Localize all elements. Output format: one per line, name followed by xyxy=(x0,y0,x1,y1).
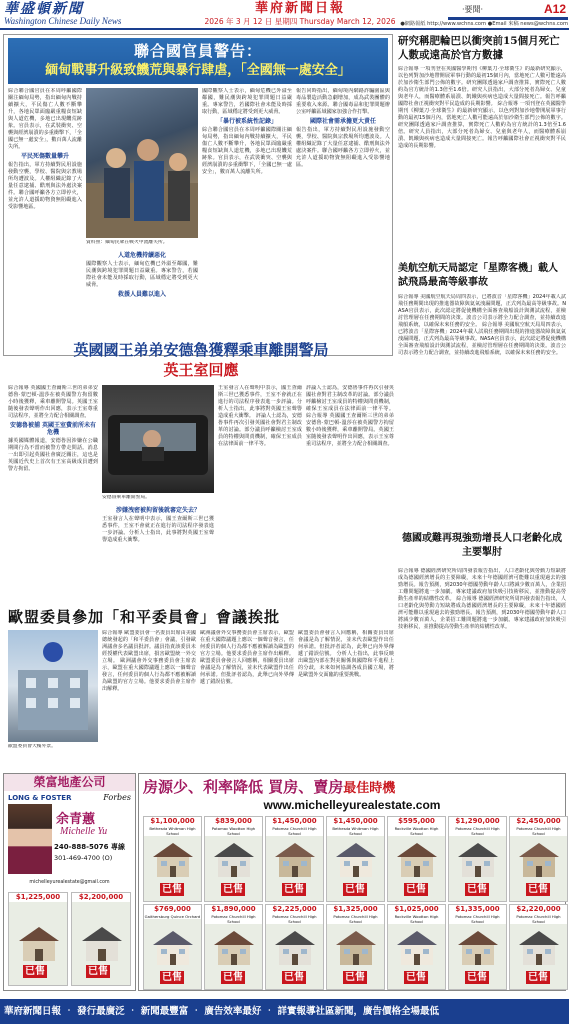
story-myanmar-col-2 xyxy=(86,250,198,340)
house-icon xyxy=(515,839,563,879)
article-text: 王室發言人在聲明中表示，國王查爾斯三世已獲悉事件，王室不會就正在進行的司法程序發表進一步評論。分析人士指出，此事將對英國王室聲譽造成重大衝擊。 xyxy=(102,516,214,543)
paper-name: 華府新聞日報 xyxy=(254,1,345,16)
listing-location: Bethesda Whitman High School xyxy=(327,826,384,836)
sold-badge: 已售 xyxy=(25,966,45,977)
listing-card[interactable] xyxy=(448,904,507,990)
story-andrew-col-2 xyxy=(102,505,214,603)
story-andrew-photo xyxy=(102,385,214,493)
article-text: 評論人士認為，安德魯事件再次引發英國社會對君主制改革的討論。部分議員呼籲檢討王室成員的特權與問責機制，確保王室成員在法律面前一律平等。 xyxy=(218,413,302,447)
ad-brokerage: LONG & FOSTER xyxy=(8,794,72,802)
article-text: 評論人士認為，安德魯事件再次引發英國社會對君主制改革的討論。部分議員呼籲檢討王室成員的特權與問責機制，確保王室成員在法律面前一律平等。 xyxy=(306,385,394,412)
house-icon xyxy=(393,927,441,967)
article-text: 歐盟委員會發言人回應稱，相關委員出席會議是為了解情況，並未代表歐盟作出任何承諾。但批評者認為，此舉已向外界傳遞了錯誤信號。 xyxy=(200,658,294,685)
subheading: 國際社會需承擔更大責任 xyxy=(309,118,376,125)
article-text: 綜合報導 英國國王查爾斯三世的弟弟安德魯·蒙巴頓-溫莎在被英國警方拘留數小時後獲釋，乘車離開警局。英國王室隨後發表聲明作出回應，表示王室尊重司法程序，並將全力配合相關調查。 xyxy=(8,385,98,419)
listing-card[interactable] xyxy=(326,904,385,990)
article-text: 報告指出，軍方持續對民用設施發動空襲，學校、醫院與宗教場所均遭波及。人權組織記錄了大量任意逮捕、酷刑與法外處決案件。聯合國呼籲各方立即停火，並允許人道援助物資無阻礙進入受影響地區。 xyxy=(296,127,390,168)
article-text: 綜合聯合國官員在本周呼籲國際關注緬甸局勢，指出緬甸內戰持續擴大，平民傷亡人數不斷攀升，各地民眾面臨嚴重糧食短缺與人道危機，多地已出現饑荒跡象。官員表示，在武裝衝突、空襲與經濟崩潰的多重衝擊下，「全國已無一處安全」，數百萬人流離失所。 xyxy=(202,127,292,175)
house-icon xyxy=(515,927,563,967)
story-andrew-col-1 xyxy=(8,385,98,603)
house-icon xyxy=(454,839,502,879)
listing-card[interactable] xyxy=(265,904,324,990)
story-starliner-body xyxy=(398,294,566,494)
listings-ad[interactable] xyxy=(138,773,566,991)
house-icon xyxy=(332,839,380,879)
listing-card[interactable] xyxy=(387,904,446,990)
listing-price: $1,100,000 xyxy=(144,817,201,826)
listing-price: $2,200,000 xyxy=(72,893,130,902)
house-icon xyxy=(271,839,319,879)
logo-chinese: 華盛頓新聞 xyxy=(4,1,84,17)
house-icon xyxy=(149,839,197,879)
ad-headline-tail: 最佳時機 xyxy=(343,781,396,796)
article-text: 綜合報導 德國經濟研究所周四發表報告指出，人口老齡化與勞動力短缺將成為德國經濟增長的主要障礙，未來十年德國經濟可能難以重現過去的強勁增長。報告預測，到2030年德國勞動年齡人口將減少數百萬人，企業招工難問題將進一步加劇。專家建議政府加快吸引技術移民，並推動提高勞動生產率的結構性改革。 xyxy=(398,568,566,602)
sold-badge: 已售 xyxy=(223,884,243,895)
house-icon xyxy=(393,839,441,879)
listing-card[interactable] xyxy=(448,816,507,902)
subheading: 平民死傷數量攀升 xyxy=(20,153,69,160)
listing-location: Potomac Churchill High School xyxy=(510,914,567,924)
listing-location: Bethesda Whitman High School xyxy=(144,826,201,836)
story-myanmar-photo xyxy=(86,88,198,238)
logo-english: Washington Chinese Daily News xyxy=(4,16,122,26)
house-icon xyxy=(454,927,502,967)
article-text: 國際觀察人士表示，緬甸危機已外溢至鄰國，難民潮與跨境犯罪問題日益嚴重。專家警告，若國際社會未能及時採取行動，區域穩定將受到更大威脅。 xyxy=(202,88,292,115)
section-label: ‧要聞‧ xyxy=(462,5,484,14)
article-text: 分析人士指出，此事反映出歐盟內部在對美關係與國際和平進程上的分歧，未來如何協調各成員國立場，將是歐盟外交面臨的重要挑戰。 xyxy=(298,651,394,678)
photo-caption: 資料照：緬甸民眾在戰火中流離失所。 xyxy=(86,240,168,245)
listing-card[interactable] xyxy=(143,816,202,902)
article-text: 綜合聯合國官員在本周呼籲國際關注緬甸局勢，指出緬甸內戰持續擴大，平民傷亡人數不斷攀升，各地民眾面臨嚴重糧食短缺與人道危機，多地已出現饑荒跡象。官員表示，在武裝衝突、空襲與經濟崩潰的多重衝擊下，「全國已無一處安全」，數百萬人流離失所。 xyxy=(8,88,82,150)
agent-photo xyxy=(8,804,52,874)
story-eu-col-2 xyxy=(200,630,294,768)
listing-price: $595,000 xyxy=(388,817,445,826)
story-starliner-headline: 美航空航天局認定「星際客機」載人試飛爲最高等級事故 xyxy=(398,263,558,288)
listing-card[interactable] xyxy=(265,816,324,902)
listing-price: $1,225,000 xyxy=(9,893,67,902)
sold-badge: 已售 xyxy=(223,972,243,983)
sold-badge: 已售 xyxy=(345,972,365,983)
listing-price: $2,225,000 xyxy=(266,905,323,914)
sold-badge: 已售 xyxy=(467,884,487,895)
sold-badge: 已售 xyxy=(406,884,426,895)
sold-badge: 已售 xyxy=(528,884,548,895)
listing-card[interactable] xyxy=(326,816,385,902)
subheading: 「暴行被系統性記錄」 xyxy=(216,118,277,125)
listing-price: $1,325,000 xyxy=(327,905,384,914)
house-icon xyxy=(210,839,258,879)
listing-card[interactable] xyxy=(509,816,568,902)
listing-price: $2,220,000 xyxy=(510,905,567,914)
article-text: 王室發言人在聲明中表示，國王查爾斯三世已獲悉事件，王室不會就正在進行的司法程序發表進一步評論。分析人士指出，此事將對英國王室聲譽造成重大衝擊。 xyxy=(218,385,302,419)
sold-badge: 已售 xyxy=(162,884,182,895)
story-myanmar-col-3 xyxy=(202,88,292,338)
listing-location: Potomac Churchill High School xyxy=(205,914,262,924)
story-eu-col-3 xyxy=(298,630,394,768)
article-text: 國際觀察人士表示，緬甸危機已外溢至鄰國，難民潮與跨境犯罪問題日益嚴重。專家警告，若國際社會未能及時採取行動，區域穩定將受到更大威脅。 xyxy=(86,261,198,288)
listing-price: $1,450,000 xyxy=(327,817,384,826)
listing-location: Potomac Churchill High School xyxy=(510,826,567,836)
sold-badge: 已售 xyxy=(88,966,108,977)
house-icon xyxy=(271,927,319,967)
page-number: A12 xyxy=(543,2,566,16)
house-icon xyxy=(78,923,126,963)
story-germany-headline: 德國或難再現強勁增長人口老齡化成主要掣肘 xyxy=(402,533,562,558)
agent-email[interactable]: michelleyurealestate@gmail.com xyxy=(29,880,110,885)
listing-card[interactable] xyxy=(204,904,263,990)
listing-location: Potomac Churchill High School xyxy=(266,826,323,836)
sold-badge: 已售 xyxy=(345,884,365,895)
house-icon xyxy=(15,923,63,963)
subheading: 安德魯被捕 英國王室費前所未有危機 xyxy=(9,422,97,436)
listing-card[interactable] xyxy=(387,816,446,902)
listing-location: Potomac Churchill High School xyxy=(449,914,506,924)
listing-card[interactable] xyxy=(8,892,68,986)
subheading: 救援人員難以進入 xyxy=(117,291,166,298)
website-line: ●網路報紙 http://www.wchns.com ●Email 來稿 news@wchns.com xyxy=(400,21,568,27)
article-text: 歐盟委員會發言人回應稱，相關委員出席會議是為了解情況，並未代表歐盟作出任何承諾。但批評者認為，此舉已向外界傳遞了錯誤信號。 xyxy=(298,630,394,657)
listing-price: $1,335,000 xyxy=(449,905,506,914)
masthead xyxy=(0,0,569,30)
article-text: 歐洲議會外交事務委員會主席表示，歐盟在重大國際議題上應以一個聲音發言，任何委員的個人行為都不應被解讀為歐盟的官方立場。他要求委員會主席作出解釋。 xyxy=(102,658,196,692)
photo-illustration xyxy=(8,630,98,742)
section-header xyxy=(448,2,568,17)
article-text: 據英國媒體報道，安德魯因涉嫌在公職期間行為不當而被警方帶走問話。消息一出即引起英國社會廣泛關注，這也是英國近代史上首次有王室高級成員遭到警方拘留。 xyxy=(8,438,98,472)
ad-forbes: Forbes xyxy=(103,793,131,802)
article-text: 綜合報導 一項刊登在英國醫學期刊《柳葉刀·全球衛生》的最新研究顯示，以色列對加沙地帶開展軍事行動的最初15個月內，當地死亡人數可能遠高於加沙衛生部門公佈的數字。研究團隊透過家戶調查推算，實際死亡人數約為官方統計的1.3倍至1.6倍。研究人員指出，大部分死者為婦女、兒童與老年人，而醫療體系崩潰、飢餓與疾病也造成大量間接死亡。報告呼籲國際社會正視衝突對平民造成的長期影響。 xyxy=(398,101,566,149)
listing-price: $1,890,000 xyxy=(205,905,262,914)
ad-headline xyxy=(143,776,563,798)
listing-price: $769,000 xyxy=(144,905,201,914)
photo-caption: 安德魯乘車離開警局。 xyxy=(102,495,150,500)
listing-price: $1,025,000 xyxy=(388,905,445,914)
ad-website[interactable]: www.michelleyurealestate.com xyxy=(263,798,441,812)
agent-ad[interactable] xyxy=(3,773,136,991)
story-andrew-col-4 xyxy=(306,385,394,603)
listing-price: $1,290,000 xyxy=(449,817,506,826)
issue-date: 2026 年 3 月 12 日 星期四 Thursday March 12, 2026 xyxy=(204,17,396,26)
agent-phone-mobile[interactable]: 240-888-5076 專線 xyxy=(54,843,125,851)
house-icon xyxy=(149,927,197,967)
agent-name-cn: 余青蕙 xyxy=(56,812,96,827)
agent-name-en: Michelle Yu xyxy=(60,826,108,837)
ad-company: 榮富地產公司 xyxy=(4,774,135,791)
listing-location: Gaithersburg Quince Orchard xyxy=(144,914,201,919)
listing-price: $1,450,000 xyxy=(266,817,323,826)
story-gaza-body xyxy=(398,66,566,256)
story-myanmar-col-1 xyxy=(8,88,82,338)
listing-price: $839,000 xyxy=(205,817,262,826)
listing-card[interactable] xyxy=(143,904,202,990)
subheading: 人道危機持續惡化 xyxy=(117,252,166,259)
sold-badge: 已售 xyxy=(406,972,426,983)
story-gaza-headline: 研究稱肥輪巴以衝突前15個月死亡人數或遠高於官方數據 xyxy=(398,35,560,61)
article-text: 綜合報導 德國經濟研究所周四發表報告指出，人口老齡化與勞動力短缺將成為德國經濟增長的主要障礙，未來十年德國經濟可能難以重現過去的強勁增長。報告預測，到2030年德國勞動年齡人口將減少數百萬人，企業招工難問題將進一步加劇。專家建議政府加快吸引技術移民，並推動提高勞動生產率的結構性改革。 xyxy=(398,596,566,630)
article-text: 綜合報導 英國國王查爾斯三世的弟弟安德魯·蒙巴頓-溫莎在被英國警方拘留數小時後獲釋，乘車離開警局。英國王室隨後發表聲明作出回應，表示王室尊重司法程序，並將全力配合相關調查。 xyxy=(306,413,394,447)
listing-card[interactable] xyxy=(204,816,263,902)
listing-card[interactable] xyxy=(71,892,131,986)
house-icon xyxy=(210,927,258,967)
listing-location: Potomac Churchill High School xyxy=(449,826,506,836)
article-text: 報告指出，軍方持續對民用設施發動空襲，學校、醫院與宗教場所均遭波及。人權組織記錄了大量任意逮捕、酷刑與法外處決案件。聯合國呼籲各方立即停火，並允許人道援助物資無阻礙進入受影響地區。 xyxy=(8,162,82,210)
footer-text: 華府新聞日報 ‧ 發行最廣泛 ‧ 新聞最豐富 ‧ 廣告效率最好 ‧ 詳實報導社區新聞，廣告價格全場最低 xyxy=(4,1006,439,1017)
footer-banner xyxy=(0,999,569,1024)
story-andrew-headline: 英國國王弟弟安德魯獲釋乘車離開警局 xyxy=(73,341,329,359)
listing-location: Potomac Wootton High School xyxy=(205,826,262,836)
story-eu-photo xyxy=(8,630,98,742)
story-andrew-col-3 xyxy=(218,385,302,603)
masthead-logo xyxy=(4,2,154,28)
listing-location: Potomac Churchill High School xyxy=(266,914,323,924)
photo-illustration xyxy=(102,385,214,493)
article-text: 綜合報導 美國航空航天局周四表示，已將波音「星際客機」2024年載人試飛任務期間出現的推進器故障與氦氣洩漏問題，正式列為最高等級事故。NASA官員表示，此次認定將促使機構全面審查飛船設計與測試流程，並檢討管理層在任務期間的決策。波音公司表示將全力配合調查，並持續改進飛船系統，以確保未來任務的安全。 xyxy=(398,294,566,328)
photo-caption: 歐盟委員會大樓外景。 xyxy=(8,744,56,749)
sold-badge: 已售 xyxy=(162,972,182,983)
article-text: 綜合報導 一項刊登在英國醫學期刊《柳葉刀·全球衛生》的最新研究顯示，以色列對加沙地帶開展軍事行動的最初15個月內，當地死亡人數可能遠高於加沙衛生部門公佈的數字。研究團隊透過家戶調查推算，實際死亡人數約為官方統計的1.3倍至1.6倍。研究人員指出，大部分死者為婦女、兒童與老年人，而醫療體系崩潰、飢餓與疾病也造成大量間接死亡。報告呼籲國際社會正視衝突對平民造成的長期影響。 xyxy=(398,66,566,107)
article-text: 歐洲議會外交事務委員會主席表示，歐盟在重大國際議題上應以一個聲音發言，任何委員的個人行為都不應被解讀為歐盟的官方立場。他要求委員會主席作出解釋。 xyxy=(200,630,294,657)
headline-line-2: 緬甸戰事升級致饑荒與暴行肆虐，「全國無一處安全」 xyxy=(45,63,351,78)
ad-headline-main: 房源少、利率降低 買房、賣房 xyxy=(143,778,344,796)
listing-card[interactable] xyxy=(509,904,568,990)
house-icon xyxy=(332,927,380,967)
photo-illustration xyxy=(86,88,198,238)
sold-badge: 已售 xyxy=(467,972,487,983)
sold-badge: 已售 xyxy=(528,972,548,983)
story-germany-body xyxy=(398,568,566,768)
story-andrew-subheadline: 英王室回應 xyxy=(163,361,239,379)
story-myanmar-headline xyxy=(8,38,388,84)
sold-badge: 已售 xyxy=(284,972,304,983)
story-myanmar-col-4 xyxy=(296,88,390,338)
sold-badge: 已售 xyxy=(284,884,304,895)
article-text: 綜合報導 歐盟委員會一名委員出席由美國總統發起的「和平委員會」會議，引發歐洲議會多名議員批評。議員指責該委員未經授權代表歐盟出席，損害歐盟統一外交立場。 xyxy=(102,630,196,664)
subheading: 涉嫌洩密被拘留後就審定失去？ xyxy=(115,507,200,514)
listing-location: Potomac Churchill High School xyxy=(327,914,384,924)
article-text: 報告同時指出，緬甸境內網路詐騙園區與毒品製造活動急劇增加，成為武裝團體的重要收入來源。聯合國毒品和犯罪問題辦公室呼籲區域國家加強合作打擊。 xyxy=(296,88,390,115)
story-eu-headline: 歐盟委員參加「和平委員會」會議挨批 xyxy=(8,608,281,626)
headline-line-1: 聯合國官員警告： xyxy=(133,42,262,60)
listing-location: Rockville Wootton High School xyxy=(388,826,445,836)
listing-price: $2,450,000 xyxy=(510,817,567,826)
agent-phone-office[interactable]: 301-469-4700 (O) xyxy=(54,854,113,862)
listing-location: Rockville Wootton High School xyxy=(388,914,445,924)
story-eu-col-1 xyxy=(102,630,196,768)
article-text: 綜合報導 美國航空航天局周四表示，已將波音「星際客機」2024年載人試飛任務期間出現的推進器故障與氦氣洩漏問題，正式列為最高等級事故。NASA官員表示，此次認定將促使機構全面審查飛船設計與測試流程，並檢討管理層在任務期間的決策。波音公司表示將全力配合調查，並持續改進飛船系統，以確保未來任務的安全。 xyxy=(398,322,566,356)
